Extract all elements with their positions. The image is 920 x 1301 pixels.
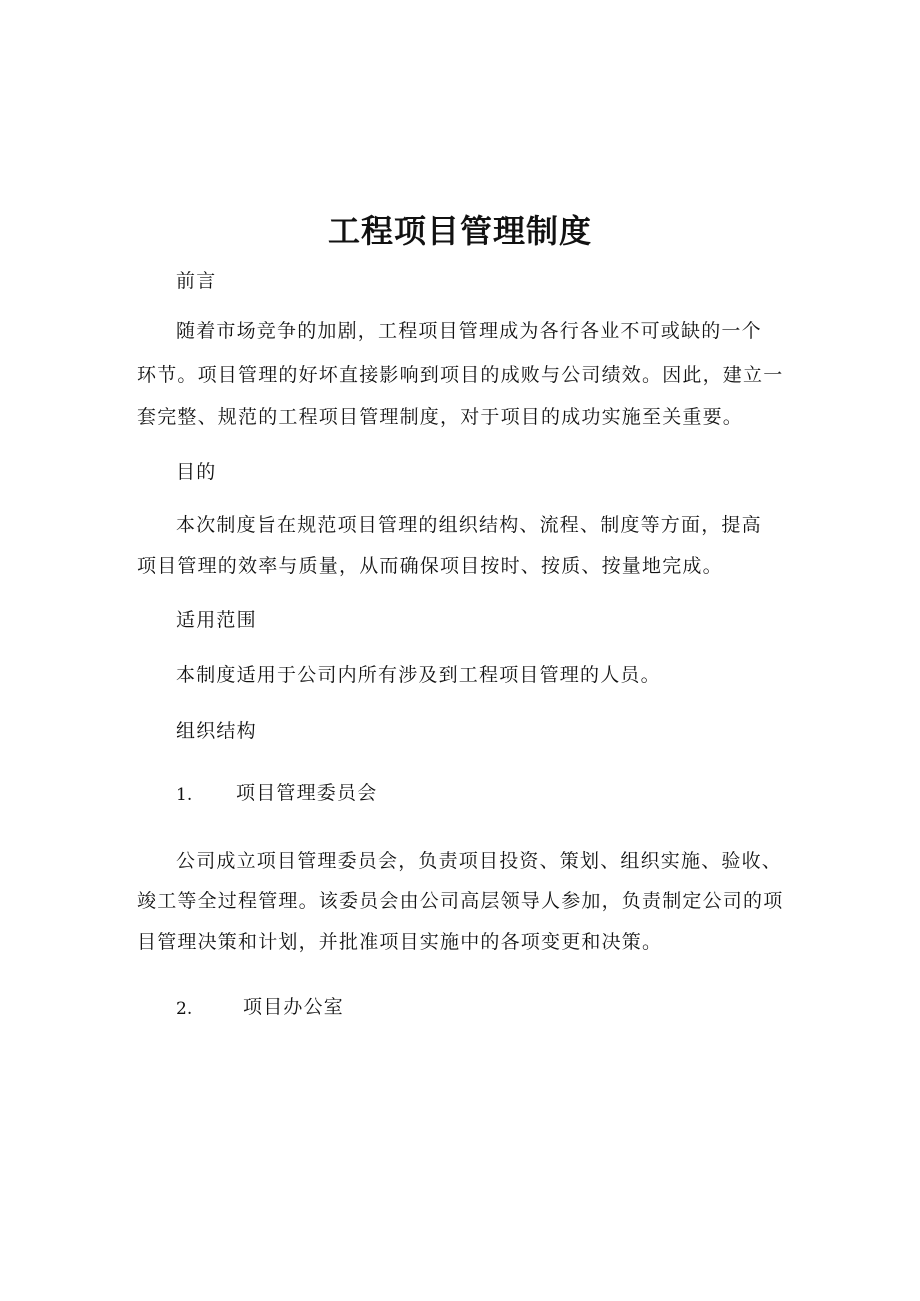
- scope-text: 本制度适用于公司内所有涉及到工程项目管理的人员。: [176, 664, 661, 686]
- item-1-line-3: 目管理决策和计划，并批准项目实施中的各项变更和决策。: [137, 931, 663, 953]
- item-2-number: 2.: [176, 999, 193, 1019]
- item-2-label: 项目办公室: [243, 996, 345, 1018]
- preface-line-1: 随着市场竞争的加剧，工程项目管理成为各行各业不可或缺的一个: [176, 320, 762, 342]
- item-1-line-2: 竣工等全过程管理。该委员会由公司高层领导人参加，负责制定公司的项: [137, 890, 784, 912]
- item-1-number: 1.: [176, 785, 193, 805]
- item-1-line-1: 公司成立项目管理委员会，负责项目投资、策划、组织实施、验收、: [176, 850, 783, 872]
- document-title: 工程项目管理制度: [327, 212, 592, 250]
- purpose-heading: 目的: [176, 461, 217, 483]
- preface-line-3: 套完整、规范的工程项目管理制度，对于项目的成功实施至关重要。: [137, 406, 744, 428]
- item-1-label: 项目管理委员会: [236, 782, 378, 804]
- purpose-line-1: 本次制度旨在规范项目管理的组织结构、流程、制度等方面，提高: [176, 514, 762, 536]
- preface-line-2: 环节。项目管理的好坏直接影响到项目的成败与公司绩效。因此，建立一: [137, 364, 784, 386]
- org-heading: 组织结构: [176, 720, 257, 742]
- scope-heading: 适用范围: [176, 609, 257, 631]
- preface-heading: 前言: [176, 270, 217, 292]
- purpose-line-2: 项目管理的效率与质量，从而确保项目按时、按质、按量地完成。: [137, 555, 723, 577]
